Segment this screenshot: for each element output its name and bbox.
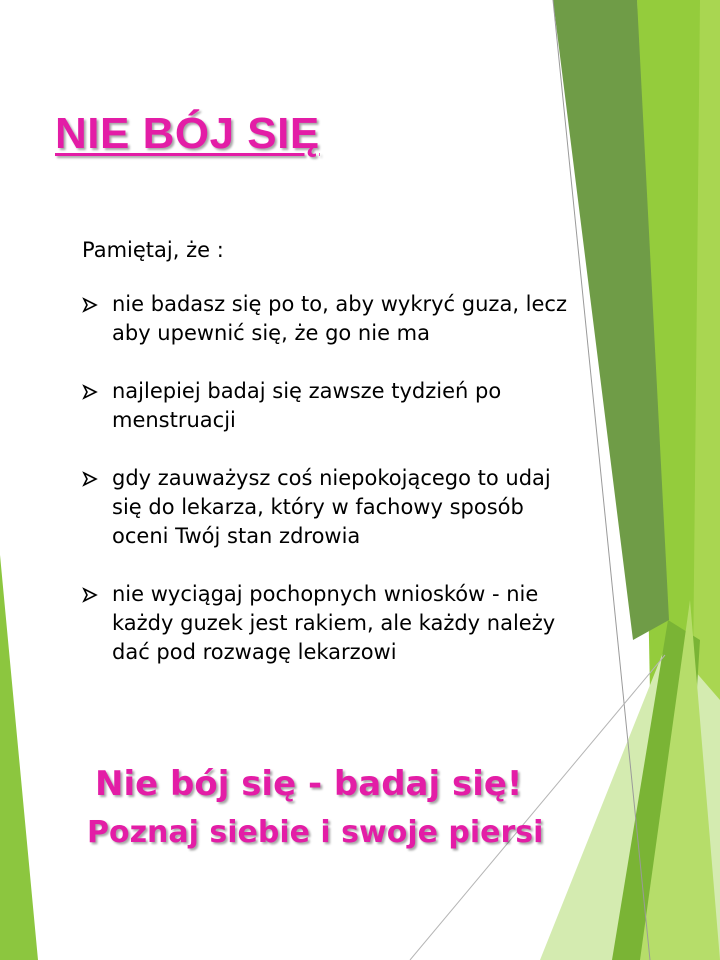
list-item-text: nie wyciągaj pochopnych wniosków - nie każdy guzek jest rakiem, ale każdy należy dać pod rozwagę lekarzowi (112, 582, 556, 664)
list-item-text: gdy zauważysz coś niepokojącego to udaj się do lekarza, który w fachowy sposób oceni Twój stan zdrowia (112, 466, 551, 548)
left-green-stripe (0, 555, 38, 960)
list-item (82, 464, 582, 551)
arrowhead-bullet-icon (82, 471, 98, 487)
bullet-list (82, 290, 582, 696)
intro-text: Pamiętaj, że : (82, 238, 224, 262)
list-item-text: najlepiej badaj się zawsze tydzień po menstruacji (112, 379, 502, 432)
arrowhead-bullet-icon (82, 587, 98, 603)
arrowhead-bullet-icon (82, 297, 98, 313)
list-item (82, 290, 582, 348)
list-item (82, 377, 582, 435)
tagline-secondary: Poznaj siebie i swoje piersi (87, 815, 544, 850)
list-item (82, 580, 582, 667)
tagline-primary: Nie bój się - badaj się! (95, 764, 523, 804)
list-item-text: nie badasz się po to, aby wykryć guza, lecz aby upewnić się, że go nie ma (112, 292, 567, 345)
page-title: NIE BÓJ SIĘ (55, 109, 320, 158)
arrowhead-bullet-icon (82, 384, 98, 400)
